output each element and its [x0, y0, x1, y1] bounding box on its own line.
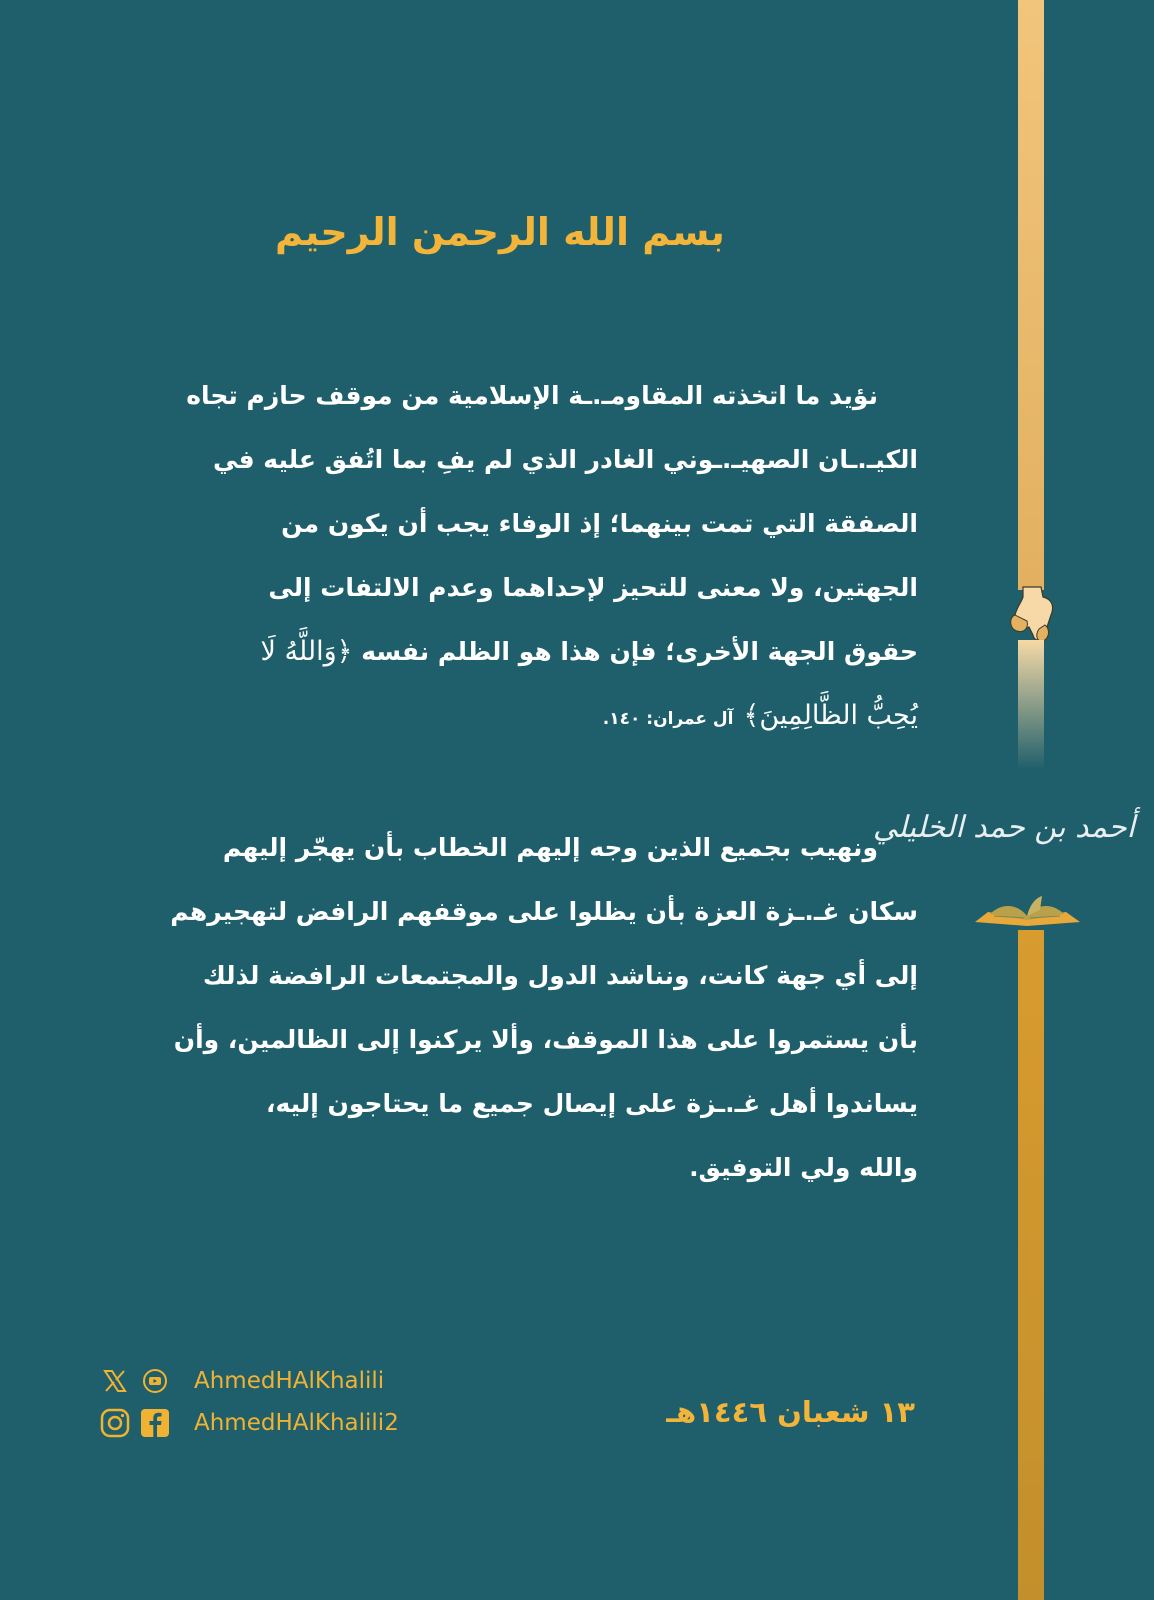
social-handles: [100, 1360, 399, 1444]
paragraph-line: ونهيب بجميع الذين وجه إليهم الخطاب بأن يهجّر إليهم: [222, 833, 878, 862]
bismillah-heading: بسم الله الرحمن الرحيم: [275, 210, 725, 254]
decorative-gold-stripe-bottom: [1018, 930, 1044, 1600]
paragraph-line: حقوق الجهة الأخرى؛ فإن هذا هو الظلم نفسه ﴿وَاللَّهُ لَا: [260, 636, 918, 667]
paragraph-line: الجهتين، ولا معنى للتحيز لإحداهما وعدم الالتفات إلى: [268, 573, 918, 602]
hijri-date: ١٣ شعبان ١٤٤٦هـ: [666, 1395, 915, 1429]
social-handle-secondary[interactable]: AhmedHAlKhalili2: [194, 1410, 399, 1436]
paragraph-line: الصفقة التي تمت بينهما؛ إذ الوفاء يجب أن يكون من: [281, 509, 918, 538]
paragraph-line: بأن يستمروا على هذا الموقف، وألا يركنوا إلى الظالمين، وأن: [173, 1025, 918, 1054]
statement-paragraph-1: [100, 364, 918, 751]
paragraph-line: يساندوا أهل غـ.ـزة على إيصال جميع ما يحتاجون إليه،: [266, 1089, 918, 1118]
x-icon[interactable]: [100, 1366, 130, 1396]
quran-verse-end: يُحِبُّ الظَّالِمِينَ﴾: [743, 700, 918, 731]
youtube-icon[interactable]: [140, 1366, 170, 1396]
facebook-icon[interactable]: [140, 1408, 170, 1438]
open-book-icon: [970, 890, 1085, 935]
social-row-instagram-facebook: [100, 1402, 399, 1444]
paragraph-line: [100, 684, 918, 751]
decorative-stripe-fade: [1018, 640, 1044, 770]
paragraph-line: نؤيد ما اتخذته المقاومـ.ـة الإسلامية من موقف حازم تجاه: [186, 381, 878, 410]
paragraph-line: سكان غـ.ـزة العزة بأن يظلوا على موقفهم الرافض لتهجيرهم: [170, 897, 918, 926]
instagram-icon[interactable]: [100, 1408, 130, 1438]
paragraph-line: الكيـ.ـان الصهيـ.ـوني الغادر الذي لم يفِ بما اتُفق عليه في: [212, 445, 918, 474]
quran-verse-start: ﴿وَاللَّهُ لَا: [260, 636, 353, 667]
paragraph-line: إلى أي جهة كانت، ونناشد الدول والمجتمعات الرافضة لذلك: [202, 961, 918, 990]
paragraph-line: والله ولي التوفيق.: [689, 1153, 918, 1182]
social-row-x-youtube: [100, 1360, 399, 1402]
social-handle-primary[interactable]: AhmedHAlKhalili: [194, 1368, 385, 1394]
decorative-gold-stripe-top: [1018, 0, 1044, 590]
statement-paragraph-2: [100, 816, 918, 1200]
calligraphy-signature: أحمد بن حمد الخليلي: [872, 810, 1135, 845]
quran-reference: آل عمران: ١٤٠.: [602, 709, 734, 729]
